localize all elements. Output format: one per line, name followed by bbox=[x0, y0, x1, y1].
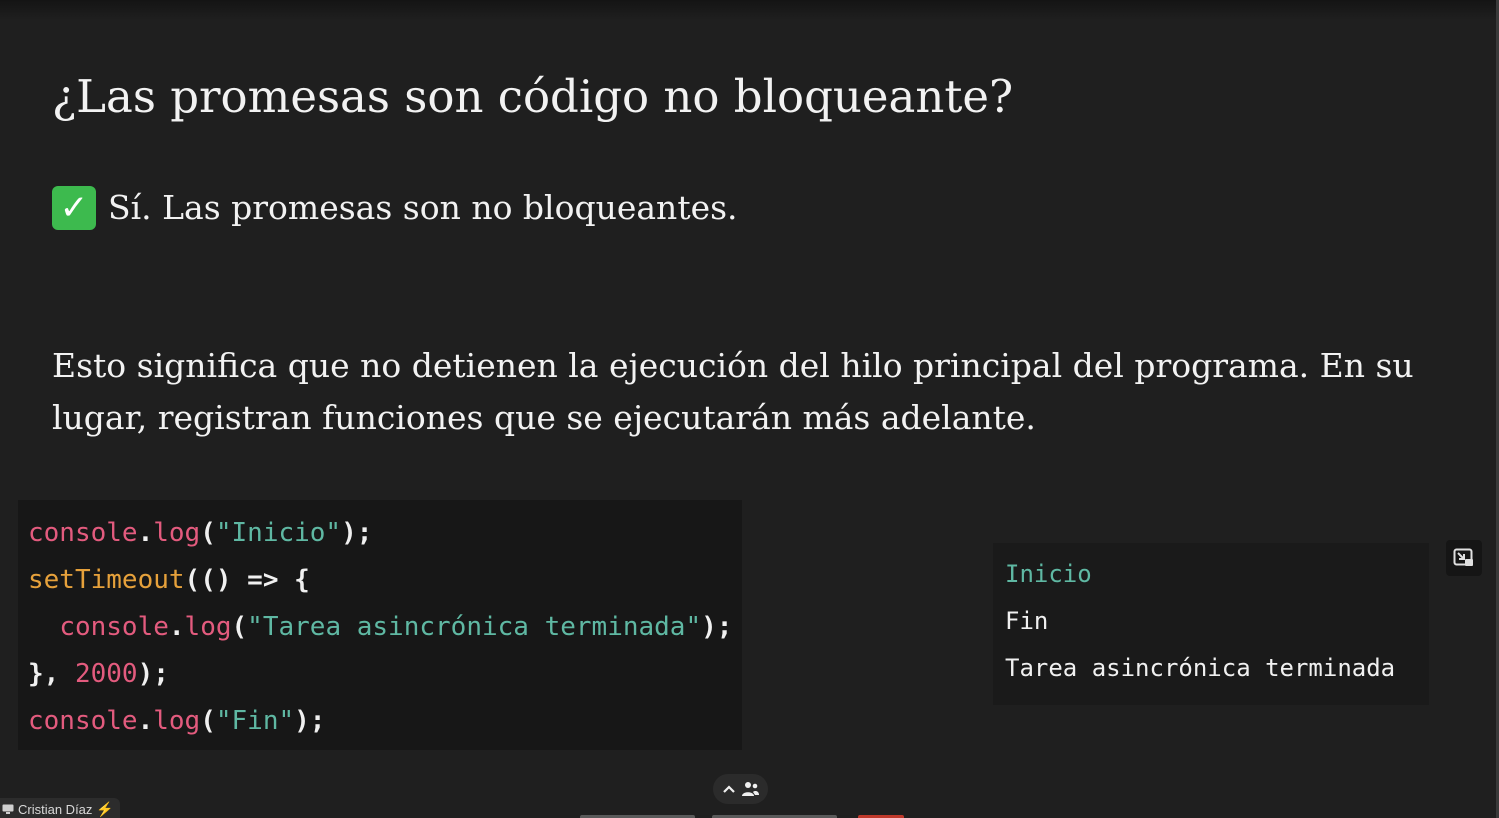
code-token-close: ); bbox=[341, 518, 373, 548]
participant-name: Cristian Díaz bbox=[18, 801, 93, 817]
code-token-paren: ( bbox=[200, 518, 216, 548]
code-line bbox=[28, 510, 742, 557]
participant-name-tag bbox=[0, 798, 120, 818]
window-top-shade bbox=[0, 0, 1499, 20]
code-line bbox=[28, 698, 742, 745]
output-line: Fin bbox=[1005, 607, 1049, 635]
code-token-dot: . bbox=[168, 612, 185, 642]
code-token-object: console bbox=[28, 518, 138, 548]
code-token-string: "Inicio" bbox=[215, 518, 342, 548]
output-line: Inicio bbox=[1005, 560, 1092, 588]
code-token-paren: ( bbox=[231, 612, 248, 642]
code-line bbox=[28, 651, 742, 698]
people-icon[interactable] bbox=[740, 781, 760, 797]
output-line: Tarea asincrónica terminada bbox=[1005, 654, 1396, 682]
console-output bbox=[993, 543, 1429, 705]
code-token-dot: . bbox=[137, 518, 154, 548]
code-token-close: ); bbox=[294, 706, 326, 736]
code-token-string: "Fin" bbox=[215, 706, 295, 736]
slide-title: ¿Las promesas son código no bloqueante? bbox=[52, 70, 1014, 123]
code-token-string: "Tarea asincrónica terminada" bbox=[247, 612, 702, 642]
explanation-paragraph: Esto significa que no detienen la ejecución del hilo principal del programa. En su lugar, registran funciones que se ejecutarán más adelante. bbox=[52, 346, 1414, 437]
popout-window-icon bbox=[1453, 548, 1475, 568]
code-snippet bbox=[18, 500, 742, 750]
popout-window-button[interactable] bbox=[1446, 540, 1482, 576]
code-line bbox=[28, 557, 742, 604]
code-indent bbox=[28, 612, 59, 642]
chevron-up-icon[interactable] bbox=[722, 784, 736, 794]
code-token-object: console bbox=[28, 706, 138, 736]
code-token-function: log bbox=[184, 612, 232, 642]
code-token-function: log bbox=[153, 706, 201, 736]
answer-line bbox=[52, 186, 738, 230]
code-line bbox=[28, 604, 742, 651]
code-token-function: log bbox=[153, 518, 201, 548]
meeting-controls-pill[interactable] bbox=[713, 774, 768, 804]
lightning-bolt-icon: ⚡ bbox=[96, 800, 114, 817]
code-token-dot: . bbox=[137, 706, 154, 736]
check-mark-icon: ✓ bbox=[52, 186, 96, 230]
code-token-keyword: setTimeout bbox=[28, 565, 185, 595]
code-token-object: console bbox=[59, 612, 169, 642]
monitor-icon bbox=[2, 804, 14, 815]
code-token-number: 2000 bbox=[74, 659, 138, 689]
code-token-brace: }, bbox=[28, 659, 75, 689]
code-token-close: ); bbox=[701, 612, 733, 642]
code-token-paren: ( bbox=[200, 706, 216, 736]
code-token-close: ); bbox=[137, 659, 169, 689]
answer-text: Sí. Las promesas son no bloqueantes. bbox=[108, 188, 738, 228]
code-token-arrow: (() => { bbox=[184, 565, 310, 595]
